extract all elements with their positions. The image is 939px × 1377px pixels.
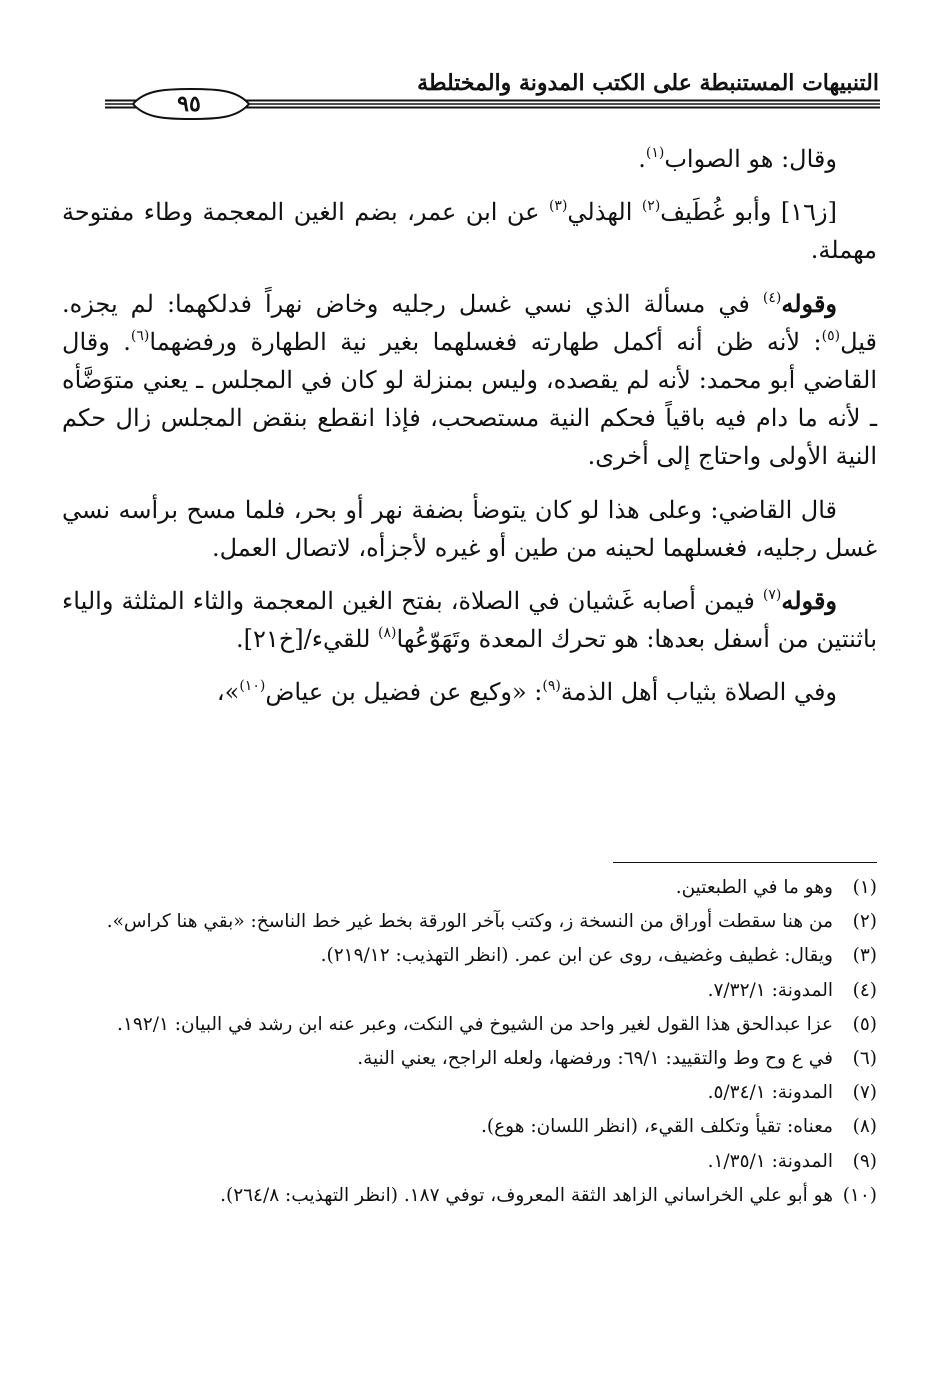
text-run: . bbox=[638, 145, 646, 173]
footnote-item bbox=[62, 1180, 877, 1211]
footnote-marker: (٤) bbox=[762, 289, 782, 306]
footnote-text: وهو ما في الطبعتين. bbox=[675, 877, 833, 898]
lead-word: وقوله bbox=[781, 586, 837, 616]
text-run: فيمن أصابه غَشيان في الصلاة، بفتح الغين المعجمة والثاء المثلثة والياء باثنتين من أسفل بعدها: هو تحرك المعدة وتَهَوّعُها bbox=[62, 587, 877, 654]
paragraph bbox=[62, 285, 877, 476]
footnote-item bbox=[62, 906, 877, 937]
text-run: للقيء/[خ٢١]. bbox=[236, 625, 379, 654]
footnote-text: معناه: تقيأ وتكلف القيء، (انظر اللسان: هوع). bbox=[481, 1116, 833, 1138]
footnote-marker: (١٠) bbox=[239, 678, 266, 695]
footnote-text: هو أبو علي الخراساني الزاهد الثقة المعروف، توفي ١٨٧. (انظر التهذيب: ٢٦٤/٨). bbox=[220, 1184, 833, 1206]
footnote-item bbox=[62, 1009, 877, 1040]
footnote-number: (٧) bbox=[852, 1082, 877, 1104]
footnote-item bbox=[62, 872, 877, 903]
footnote-marker: (٩) bbox=[542, 678, 561, 695]
footnote-item bbox=[62, 1043, 877, 1074]
page-number: ٩٥ bbox=[177, 91, 201, 117]
lead-word: وقوله bbox=[781, 288, 837, 318]
footnote-number: (٦) bbox=[852, 1048, 877, 1070]
paragraph bbox=[62, 140, 877, 178]
footnote-item bbox=[62, 1146, 877, 1177]
footnote-number: (٩) bbox=[852, 1150, 877, 1172]
paragraph bbox=[62, 582, 877, 658]
text-run: : «وكيع عن فضيل بن عياض bbox=[265, 678, 543, 707]
text-run: [ز١٦] وأبو غُطَيف bbox=[660, 198, 837, 227]
footnote-text: المدونة: ١/٣٥/١. bbox=[707, 1150, 833, 1172]
footnote-text: المدونة: ٥/٣٤/١. bbox=[707, 1082, 833, 1104]
text-run: قال القاضي: وعلى هذا لو كان يتوضأ بضفة نهر أو بحر، فلما مسح برأسه نسي غسل رجليه، فغسلهما لحينه من طين أو غيره لأجزأه، لاتصال العمل. bbox=[62, 495, 877, 562]
footnote-number: (١٠) bbox=[842, 1184, 877, 1206]
footnote-marker: (٢) bbox=[641, 198, 661, 215]
footnote-number: (١) bbox=[852, 877, 877, 898]
footnote-item bbox=[62, 940, 877, 971]
footnote-text: في ع وح وط والتقييد: ٦٩/١: ورفضها، ولعله الراجح، يعني النية. bbox=[357, 1048, 833, 1070]
footnote-marker: (٣) bbox=[548, 198, 568, 215]
text-run: . وقال القاضي أبو محمد: لأنه لم يقصده، وليس بمنزلة لو كان في المجلس ـ يعني متوَضَّأه ـ لأنه ما دام فيه باقياً فحكم النية مستصحب، فإذا انقطع بنقض المجلس زال حكم النية الأولى واحتاج إلى أخرى. bbox=[62, 327, 877, 471]
footnote-text: المدونة: ٧/٣٢/١. bbox=[707, 979, 833, 1001]
footnote-marker: (٧) bbox=[762, 587, 782, 604]
footnote-item bbox=[62, 1111, 877, 1142]
footnote-marker: (٥) bbox=[821, 327, 841, 344]
footnote-separator bbox=[613, 862, 877, 863]
paragraph bbox=[62, 193, 877, 269]
footnote-number: (٢) bbox=[852, 911, 877, 933]
footnote-number: (٤) bbox=[852, 979, 877, 1001]
text-run: »، bbox=[216, 678, 240, 707]
text-run: في مسألة الذي نسي غسل رجليه وخاض نهراً فدلكهما: لم يجزه. قيل bbox=[62, 289, 878, 356]
main-text bbox=[62, 140, 877, 727]
footnote-number: (٥) bbox=[852, 1013, 877, 1035]
footnote-text: من هنا سقطت أوراق من النسخة ز، وكتب بآخر الورقة بخط غير خط الناسخ: «بقي هنا كراس». bbox=[106, 911, 833, 933]
footnote-marker: (٦) bbox=[130, 327, 150, 344]
text-run: عن ابن عمر، بضم الغين المعجمة وطاء مفتوحة مهملة. bbox=[62, 198, 877, 265]
footnote-number: (٣) bbox=[852, 945, 877, 967]
footnote-number: (٨) bbox=[852, 1116, 877, 1138]
paragraph bbox=[62, 673, 877, 711]
footnote-item bbox=[62, 1077, 877, 1108]
text-run: : لأنه ظن أنه أكمل طهارته فغسلهما بغير نية الطهارة ورفضهما bbox=[149, 327, 822, 356]
text-run: وفي الصلاة بثياب أهل الذمة bbox=[560, 678, 837, 707]
footnote-item bbox=[62, 975, 877, 1006]
running-header-title: التنبيهات المستنبطة على الكتب المدونة والمختلطة bbox=[417, 70, 879, 96]
text-run: الهذلي bbox=[567, 198, 642, 227]
footnote-text: ويقال: غطيف وغضيف، روى عن ابن عمر. (انظر التهذيب: ٢١٩/١٢). bbox=[320, 945, 833, 967]
footnote-marker: (١) bbox=[645, 145, 665, 161]
text-run: وقال: هو الصواب bbox=[664, 145, 837, 173]
footnotes-section bbox=[62, 872, 877, 1214]
footnote-text: عزا عبدالحق هذا القول لغير واحد من الشيوخ في النكت، وعبر عنه ابن رشد في البيان: ١٩٢/١. bbox=[117, 1013, 833, 1035]
footnote-marker: (٨) bbox=[378, 625, 397, 642]
paragraph bbox=[62, 491, 877, 567]
